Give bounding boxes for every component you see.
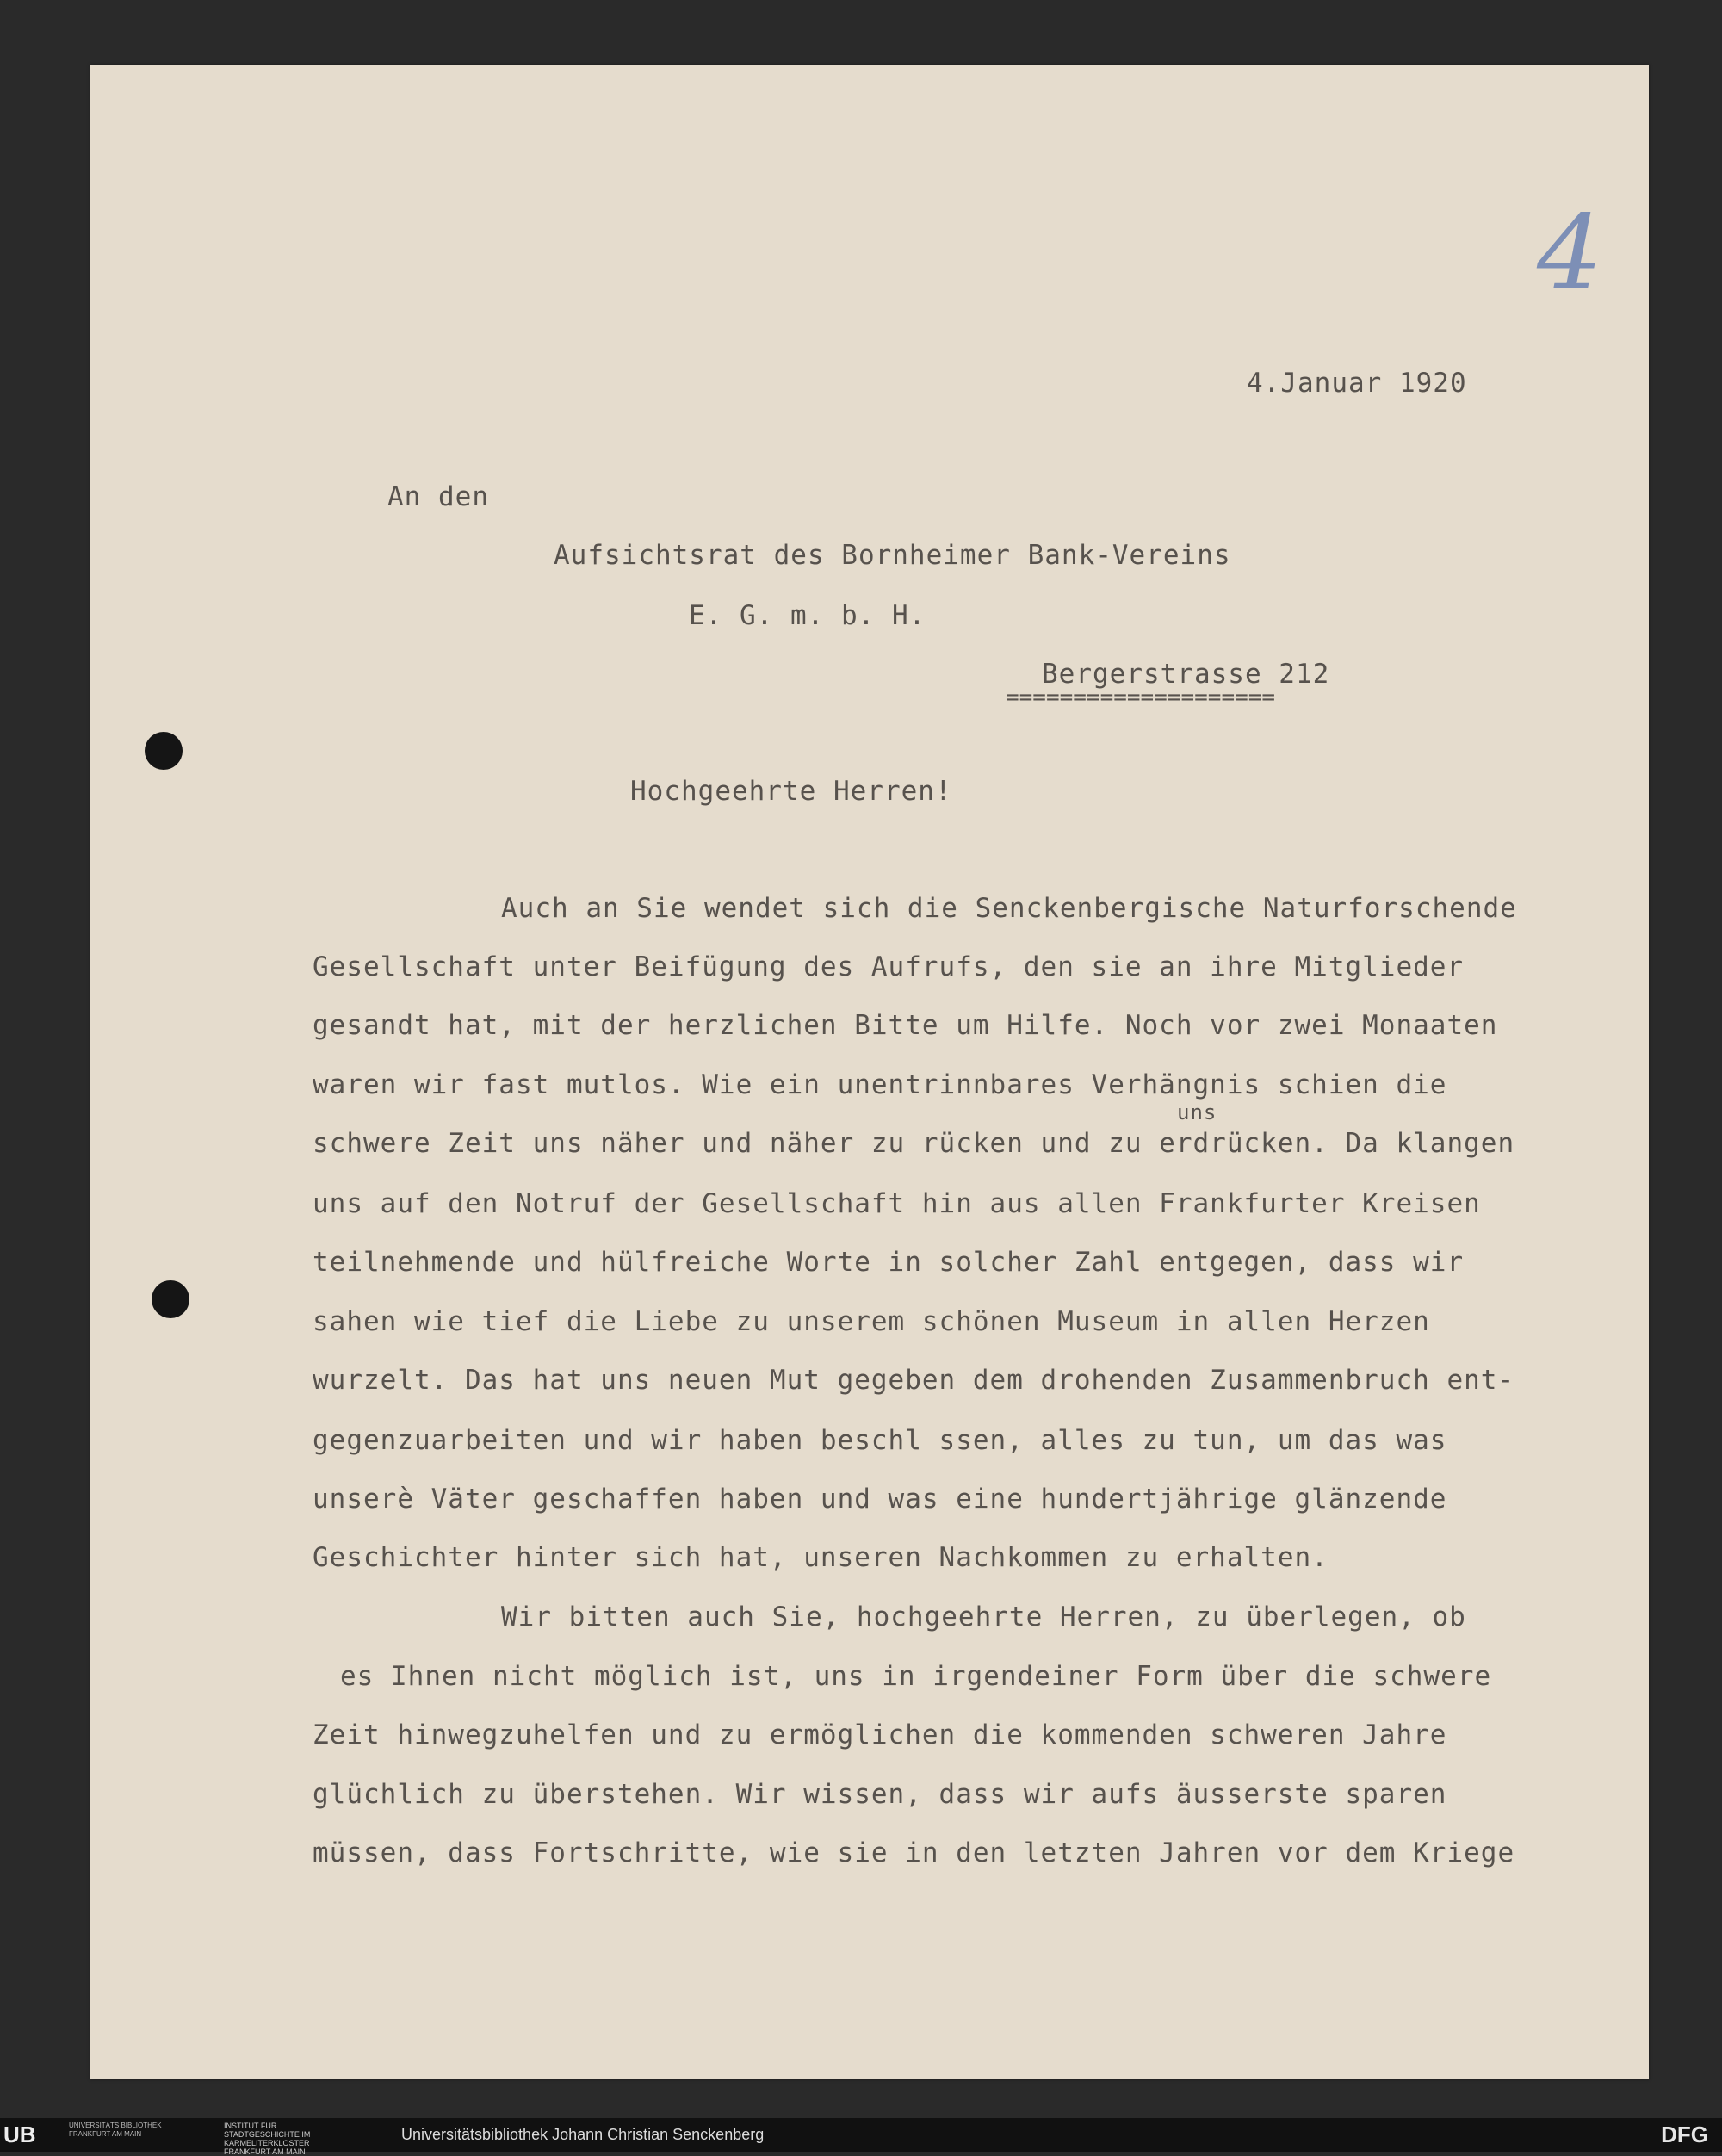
body-line: schwere Zeit uns näher und näher zu rücken und zu erdrücken. Da klangen (313, 1128, 1515, 1159)
body-insertion: uns (1177, 1100, 1217, 1124)
dfg-logo: DFG (1661, 2122, 1708, 2147)
letter-page (90, 65, 1649, 2079)
punch-hole-bottom (152, 1280, 189, 1318)
body-line: waren wir fast mutlos. Wie ein unentrinnbares Verhängnis schien die (313, 1069, 1447, 1100)
library-name: Universitätsbibliothek Johann Christian Senckenberg (401, 2126, 765, 2143)
address-underline: ==================== (1006, 685, 1276, 710)
body-line: wurzelt. Das hat uns neuen Mut gegeben dem drohenden Zusammenbruch ent- (313, 1365, 1515, 1396)
body-line: es Ihnen nicht möglich ist, uns in irgendeiner Form über die schwere (340, 1661, 1492, 1692)
address-line: Aufsichtsrat des Bornheimer Bank-Vereins (554, 540, 1231, 571)
letter-date: 4.Januar 1920 (1247, 368, 1467, 399)
handwritten-page-number: 4 (1537, 194, 1603, 313)
body-line: Zeit hinwegzuhelfen und zu ermöglichen die kommenden schweren Jahre (313, 1719, 1447, 1750)
ub-logo: UB (3, 2122, 36, 2147)
ub-logo-text: UNIVERSITÄTS BIBLIOTHEK FRANKFURT AM MAIN (69, 2122, 162, 2138)
body-line: Gesellschaft unter Beifügung des Aufrufs, den sie an ihre Mitglieder (313, 951, 1465, 982)
institute-logo-text: INSTITUT FÜR STADTGESCHICHTE IM KARMELITERKLOSTER FRANKFURT AM MAIN (224, 2122, 311, 2156)
address-line: E. G. m. b. H. (689, 600, 926, 631)
body-line: gesandt hat, mit der herzlichen Bitte um Hilfe. Noch vor zwei Monaaten (313, 1010, 1498, 1041)
body-line: Wir bitten auch Sie, hochgeehrte Herren, zu überlegen, ob (501, 1602, 1466, 1632)
punch-hole-top (145, 732, 183, 770)
archive-footer (0, 2118, 1722, 2156)
address-line: An den (387, 481, 489, 512)
body-line: müssen, dass Fortschritte, wie sie in den letzten Jahren vor dem Kriege (313, 1837, 1515, 1868)
body-line: uns auf den Notruf der Gesellschaft hin aus allen Frankfurter Kreisen (313, 1188, 1481, 1219)
body-line: sahen wie tief die Liebe zu unserem schönen Museum in allen Herzen (313, 1306, 1430, 1337)
body-line: Geschichter hinter sich hat, unseren Nachkommen zu erhalten. (313, 1542, 1329, 1573)
body-line: Auch an Sie wendet sich die Senckenbergische Naturforschende (501, 893, 1517, 924)
salutation: Hochgeehrte Herren! (630, 776, 952, 807)
body-line: glüchlich zu überstehen. Wir wissen, dass wir aufs äusserste sparen (313, 1779, 1447, 1810)
body-line: gegenzuarbeiten und wir haben beschl ssen, alles zu tun, um das was (313, 1425, 1447, 1456)
body-line: unserè Väter geschaffen haben und was eine hundertjährige glänzende (313, 1484, 1447, 1515)
address-street: Bergerstrasse 212 (1042, 659, 1330, 690)
body-line: teilnehmende und hülfreiche Worte in solcher Zahl entgegen, dass wir (313, 1247, 1465, 1278)
